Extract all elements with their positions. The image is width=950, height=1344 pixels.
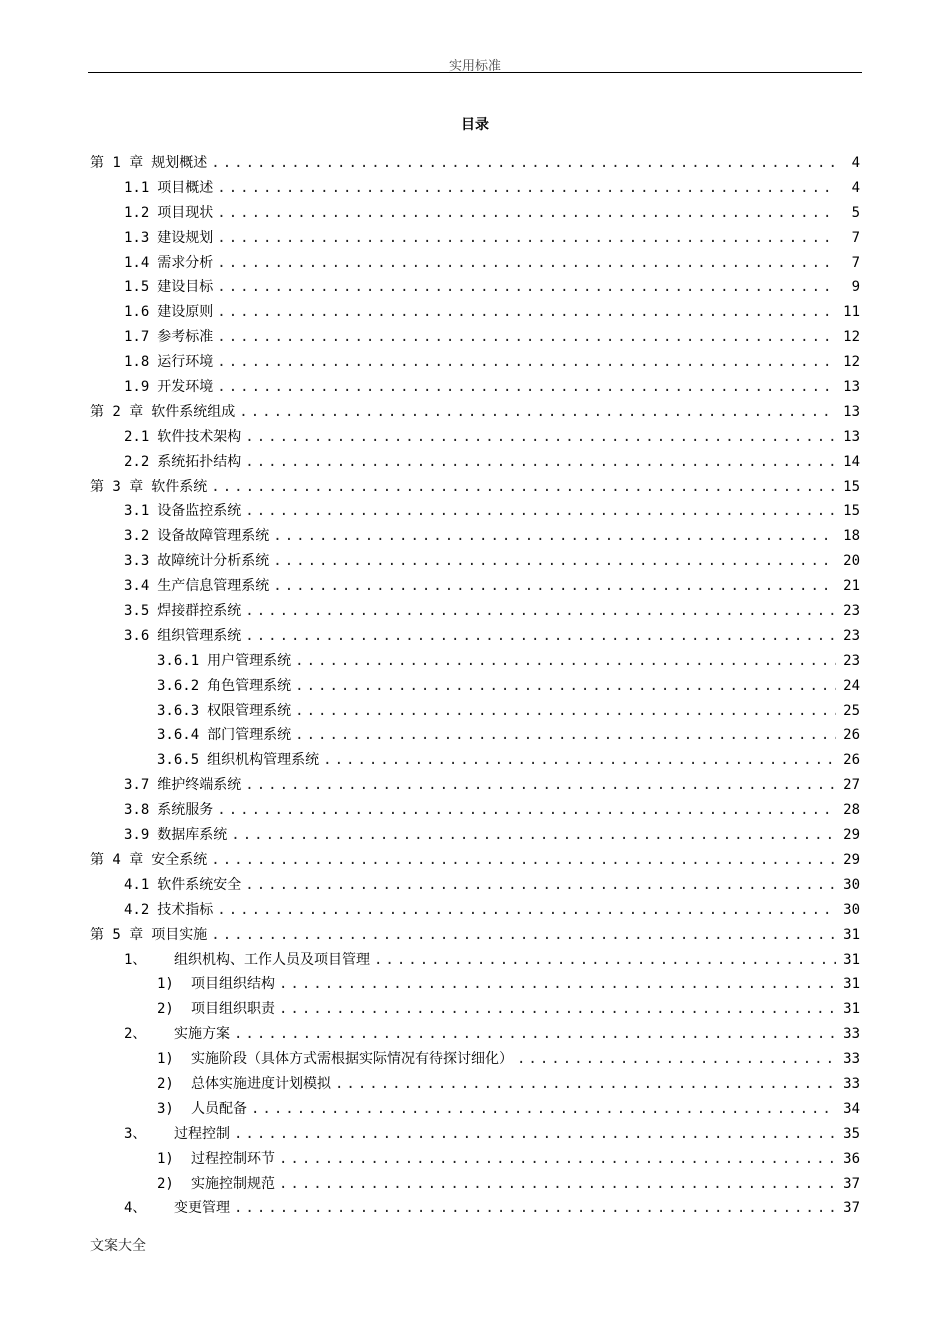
toc-entry[interactable] — [90, 176, 860, 201]
toc-leader-dots — [335, 1072, 836, 1097]
toc-entry-number: 2) — [157, 1075, 174, 1092]
toc-leader-dots — [295, 674, 836, 699]
toc-entry-number: 2.1 — [124, 428, 150, 445]
toc-leader-dots — [245, 499, 836, 524]
toc-entry[interactable] — [90, 948, 860, 973]
toc-leader-dots — [234, 1122, 836, 1147]
toc-entry-number: 第 2 章 — [90, 403, 144, 420]
toc-entry-label: 项目概述 — [157, 179, 214, 196]
toc-entry-page: 33 — [843, 1026, 860, 1043]
toc-leader-dots — [217, 375, 836, 400]
toc-entry-page: 9 — [851, 279, 860, 296]
toc-entry-page: 31 — [843, 976, 860, 993]
toc-entry-label: 实施阶段（具体方式需根据实际情况有待探讨细化） — [191, 1051, 513, 1068]
toc-entry-page: 13 — [843, 428, 860, 445]
toc-entry-number: 3.6.3 — [157, 702, 200, 719]
toc-entry-number: 1.4 — [124, 254, 150, 271]
toc-entry-label: 项目实施 — [151, 926, 208, 943]
toc-leader-dots — [279, 1147, 836, 1172]
toc-entry[interactable] — [90, 798, 860, 823]
toc-entry-page: 5 — [851, 204, 860, 221]
toc-leader-dots — [295, 649, 836, 674]
toc-entry[interactable] — [90, 400, 860, 425]
toc-entry[interactable] — [90, 375, 860, 400]
toc-leader-dots — [279, 1172, 836, 1197]
toc-leader-dots — [517, 1047, 836, 1072]
toc-entry[interactable] — [90, 848, 860, 873]
toc-leader-dots — [374, 948, 836, 973]
toc-entry-page: 31 — [843, 951, 860, 968]
toc-entry[interactable] — [90, 1172, 860, 1197]
toc-entry-number: 1.8 — [124, 354, 150, 371]
toc-leader-dots — [217, 275, 836, 300]
toc-entry-page: 24 — [843, 677, 860, 694]
toc-entry-number: 3.5 — [124, 603, 150, 620]
toc-entry[interactable] — [90, 475, 860, 500]
toc-entry-number: 3) — [157, 1100, 174, 1117]
toc-entry-label: 组织机构、工作人员及项目管理 — [174, 951, 370, 968]
toc-entry[interactable] — [90, 823, 860, 848]
toc-leader-dots — [217, 325, 836, 350]
toc-entry-number: 3.2 — [124, 528, 150, 545]
toc-entry-page: 33 — [843, 1075, 860, 1092]
toc-entry-page: 34 — [843, 1100, 860, 1117]
toc-leader-dots — [295, 723, 836, 748]
toc-entry-label: 项目现状 — [157, 204, 214, 221]
toc-entry[interactable] — [90, 425, 860, 450]
toc-entry-page: 35 — [843, 1125, 860, 1142]
toc-entry[interactable] — [90, 226, 860, 251]
toc-entry-page: 36 — [843, 1150, 860, 1167]
toc-leader-dots — [211, 848, 836, 873]
toc-entry-label: 实施控制规范 — [191, 1175, 275, 1192]
toc-entry[interactable] — [90, 972, 860, 997]
toc-leader-dots — [234, 1022, 836, 1047]
toc-entry-number: 3.6.1 — [157, 652, 200, 669]
toc-entry-number: 1) — [157, 1051, 174, 1068]
toc-entry-page: 31 — [843, 926, 860, 943]
toc-entry-number: 1.1 — [124, 179, 150, 196]
toc-entry-page: 21 — [843, 578, 860, 595]
toc-entry[interactable] — [90, 649, 860, 674]
toc-entry-number: 3.1 — [124, 503, 150, 520]
toc-entry[interactable] — [90, 251, 860, 276]
toc-leader-dots — [231, 823, 836, 848]
toc-entry-page: 31 — [843, 1001, 860, 1018]
toc-entry-page: 18 — [843, 528, 860, 545]
toc-entry[interactable] — [90, 624, 860, 649]
table-of-contents — [90, 151, 860, 1221]
toc-entry-number: 第 1 章 — [90, 155, 144, 171]
toc-entry[interactable] — [90, 923, 860, 948]
toc-leader-dots — [217, 201, 836, 226]
toc-entry-page: 20 — [843, 553, 860, 570]
toc-entry-number: 1.7 — [124, 329, 150, 346]
toc-entry[interactable] — [90, 325, 860, 350]
toc-entry-number: 3.8 — [124, 802, 150, 819]
toc-entry-label: 建设目标 — [157, 279, 214, 296]
toc-entry[interactable] — [90, 499, 860, 524]
toc-leader-dots — [217, 898, 836, 923]
toc-entry-number: 第 4 章 — [90, 851, 144, 868]
toc-entry-label: 软件系统 — [151, 478, 208, 495]
toc-entry-page: 26 — [843, 727, 860, 744]
toc-entry-label: 总体实施进度计划模拟 — [191, 1075, 331, 1092]
toc-entry-page: 27 — [843, 777, 860, 794]
toc-entry-label: 实施方案 — [174, 1026, 230, 1043]
toc-title: 目录 — [461, 117, 489, 133]
toc-entry-label: 过程控制环节 — [191, 1150, 275, 1167]
toc-entry-number: 3.6.2 — [157, 677, 200, 694]
toc-leader-dots — [273, 549, 836, 574]
toc-entry-page: 13 — [843, 403, 860, 420]
toc-entry-number: 3.6.5 — [157, 752, 200, 769]
toc-entry-page: 23 — [843, 652, 860, 669]
toc-entry-label: 用户管理系统 — [207, 652, 292, 669]
toc-entry-label: 技术指标 — [157, 901, 214, 918]
toc-leader-dots — [323, 748, 836, 773]
toc-entry-number: 2.2 — [124, 453, 150, 470]
toc-leader-dots — [211, 923, 836, 948]
toc-entry[interactable] — [90, 350, 860, 375]
toc-entry[interactable] — [90, 1022, 860, 1047]
toc-leader-dots — [217, 176, 836, 201]
toc-leader-dots — [245, 773, 836, 798]
toc-leader-dots — [239, 400, 836, 425]
toc-leader-dots — [295, 699, 836, 724]
toc-entry-label: 部门管理系统 — [207, 727, 292, 744]
toc-entry-label: 人员配备 — [191, 1100, 247, 1117]
toc-entry-number: 1、 — [124, 951, 147, 968]
toc-entry-label: 软件系统组成 — [151, 403, 236, 420]
toc-entry-page: 15 — [843, 503, 860, 520]
toc-entry[interactable] — [90, 997, 860, 1022]
toc-entry[interactable] — [90, 1122, 860, 1147]
toc-leader-dots — [245, 450, 836, 475]
toc-leader-dots — [217, 226, 836, 251]
toc-leader-dots — [273, 524, 836, 549]
toc-entry-page: 37 — [843, 1200, 860, 1217]
toc-entry[interactable] — [90, 450, 860, 475]
toc-entry-number: 1.2 — [124, 204, 150, 221]
toc-entry-number: 3.3 — [124, 553, 150, 570]
toc-entry[interactable] — [90, 699, 860, 724]
toc-entry[interactable] — [90, 674, 860, 699]
toc-entry-number: 3.6.4 — [157, 727, 200, 744]
toc-entry[interactable] — [90, 574, 860, 599]
toc-entry-page: 25 — [843, 702, 860, 719]
toc-entry-number: 1.5 — [124, 279, 150, 296]
toc-entry-label: 生产信息管理系统 — [157, 578, 270, 595]
toc-entry-label: 建设原则 — [157, 304, 214, 321]
toc-entry-number: 1.3 — [124, 229, 150, 246]
toc-leader-dots — [245, 624, 836, 649]
toc-entry-number: 2) — [157, 1001, 174, 1018]
toc-leader-dots — [217, 798, 836, 823]
toc-entry-page: 29 — [843, 851, 860, 868]
toc-entry-page: 28 — [843, 802, 860, 819]
toc-entry[interactable] — [90, 898, 860, 923]
toc-entry-page: 4 — [851, 179, 860, 196]
toc-leader-dots — [217, 300, 836, 325]
toc-entry-label: 数据库系统 — [157, 827, 228, 844]
toc-entry-label: 过程控制 — [174, 1125, 230, 1142]
toc-entry[interactable] — [90, 151, 860, 176]
toc-entry-number: 2) — [157, 1175, 174, 1192]
toc-entry-number: 第 3 章 — [90, 478, 144, 495]
toc-entry-label: 需求分析 — [157, 254, 214, 271]
toc-leader-dots — [245, 599, 836, 624]
toc-entry-number: 1.9 — [124, 379, 150, 396]
toc-entry-label: 软件系统安全 — [157, 876, 242, 893]
toc-entry[interactable] — [90, 723, 860, 748]
toc-entry-number: 3、 — [124, 1125, 147, 1142]
toc-leader-dots — [234, 1196, 836, 1221]
toc-entry-page: 33 — [843, 1051, 860, 1068]
toc-leader-dots — [211, 475, 836, 500]
toc-entry-page: 15 — [843, 478, 860, 495]
toc-entry-label: 安全系统 — [151, 851, 208, 868]
toc-entry[interactable] — [90, 1147, 860, 1172]
toc-entry[interactable] — [90, 599, 860, 624]
toc-entry-number: 2、 — [124, 1026, 147, 1043]
toc-entry[interactable] — [90, 1196, 860, 1221]
toc-entry-page: 4 — [851, 155, 860, 171]
toc-entry[interactable] — [90, 748, 860, 773]
toc-entry-number: 1.6 — [124, 304, 150, 321]
toc-entry-page: 26 — [843, 752, 860, 769]
toc-entry-label: 软件技术架构 — [157, 428, 242, 445]
toc-entry-number: 第 5 章 — [90, 926, 144, 943]
toc-entry-page: 12 — [843, 329, 860, 346]
toc-entry-number: 4.2 — [124, 901, 150, 918]
toc-entry-page: 7 — [851, 254, 860, 271]
toc-entry-label: 变更管理 — [174, 1200, 230, 1217]
toc-entry[interactable] — [90, 773, 860, 798]
toc-entry-label: 维护终端系统 — [157, 777, 242, 794]
toc-entry-label: 运行环境 — [157, 354, 214, 371]
toc-entry[interactable] — [90, 300, 860, 325]
toc-entry-page: 37 — [843, 1175, 860, 1192]
toc-entry-label: 规划概述 — [151, 155, 208, 171]
toc-entry-page: 23 — [843, 603, 860, 620]
toc-entry-page: 30 — [843, 901, 860, 918]
toc-leader-dots — [217, 350, 836, 375]
toc-entry-number: 4.1 — [124, 876, 150, 893]
toc-entry[interactable] — [90, 1097, 860, 1122]
toc-entry-page: 23 — [843, 627, 860, 644]
toc-leader-dots — [245, 873, 836, 898]
toc-entry[interactable] — [90, 1072, 860, 1097]
toc-entry[interactable] — [90, 873, 860, 898]
toc-entry-label: 角色管理系统 — [207, 677, 292, 694]
toc-entry[interactable] — [90, 1047, 860, 1072]
toc-entry-number: 3.4 — [124, 578, 150, 595]
toc-entry-page: 14 — [843, 453, 860, 470]
toc-entry[interactable] — [90, 201, 860, 226]
header-rule — [88, 72, 862, 73]
toc-leader-dots — [251, 1097, 836, 1122]
toc-entry-number: 3.9 — [124, 827, 150, 844]
toc-entry-label: 项目组织职责 — [191, 1001, 275, 1018]
toc-leader-dots — [211, 151, 836, 176]
toc-entry-number: 1) — [157, 1150, 174, 1167]
toc-entry-number: 3.6 — [124, 627, 150, 644]
toc-entry-label: 参考标准 — [157, 329, 214, 346]
toc-leader-dots — [217, 251, 836, 276]
toc-entry[interactable] — [90, 549, 860, 574]
toc-entry-page: 30 — [843, 876, 860, 893]
toc-leader-dots — [279, 997, 836, 1022]
toc-entry-label: 建设规划 — [157, 229, 214, 246]
toc-entry-label: 故障统计分析系统 — [157, 553, 270, 570]
toc-entry[interactable] — [90, 524, 860, 549]
toc-entry-page: 12 — [843, 354, 860, 371]
page-footer: 文案大全 — [90, 1238, 146, 1254]
toc-entry-label: 开发环境 — [157, 379, 214, 396]
toc-entry-label: 设备监控系统 — [157, 503, 242, 520]
toc-entry[interactable] — [90, 275, 860, 300]
toc-entry-label: 权限管理系统 — [207, 702, 292, 719]
toc-leader-dots — [245, 425, 836, 450]
toc-entry-label: 系统拓扑结构 — [157, 453, 242, 470]
toc-entry-page: 7 — [851, 229, 860, 246]
toc-leader-dots — [279, 972, 836, 997]
toc-entry-label: 设备故障管理系统 — [157, 528, 270, 545]
toc-entry-number: 3.7 — [124, 777, 150, 794]
toc-entry-label: 项目组织结构 — [191, 976, 275, 993]
toc-entry-page: 29 — [843, 827, 860, 844]
toc-entry-label: 组织机构管理系统 — [207, 752, 320, 769]
toc-entry-label: 焊接群控系统 — [157, 603, 242, 620]
toc-entry-label: 系统服务 — [157, 802, 214, 819]
toc-entry-number: 4、 — [124, 1200, 147, 1217]
page-header: 实用标准 — [448, 59, 501, 74]
toc-entry-label: 组织管理系统 — [157, 627, 242, 644]
toc-entry-number: 1) — [157, 976, 174, 993]
toc-entry-page: 11 — [843, 304, 860, 321]
toc-leader-dots — [273, 574, 836, 599]
toc-entry-page: 13 — [843, 379, 860, 396]
